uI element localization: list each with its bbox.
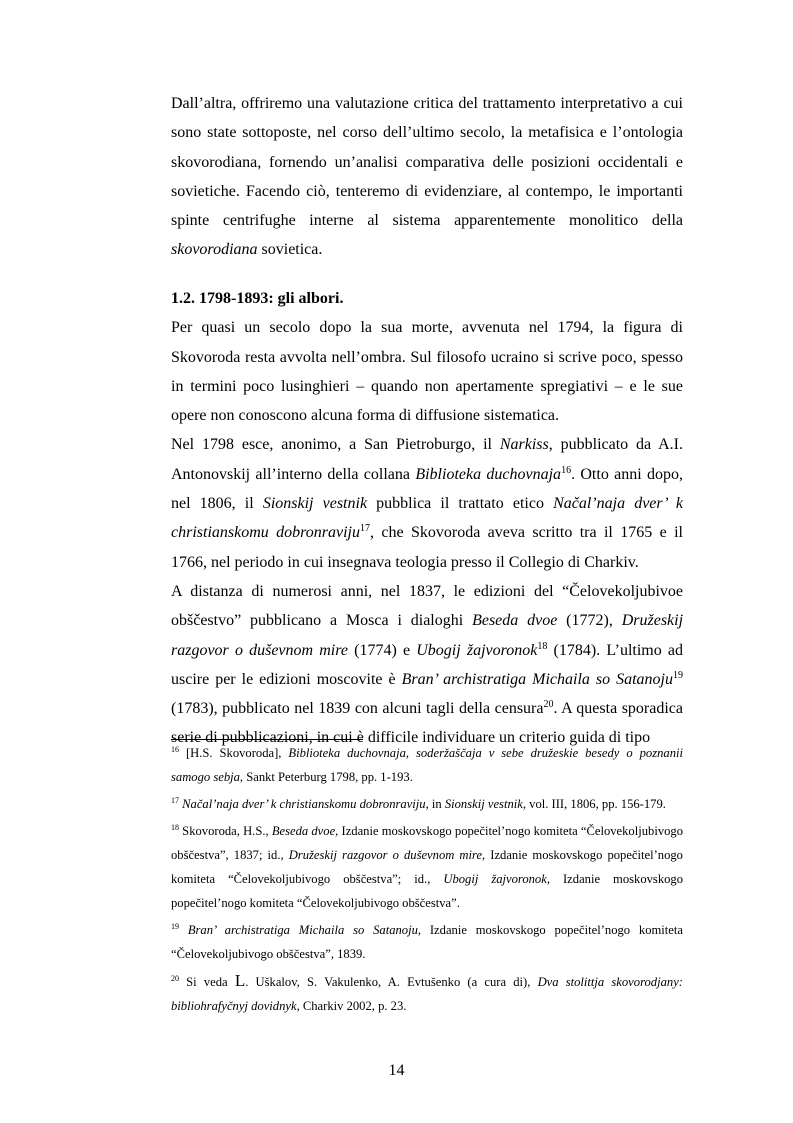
paragraph-1: Per quasi un secolo dopo la sua morte, avvenuta nel 1794, la figura di Skovoroda resta avvolta nell’ombra. Sul filosofo ucraino si scrive poco, spesso in termini poco lusinghieri – quando non apertamente spregiativi – e le sue opere non conoscono alcuna forma di diffusione sistematica. bbox=[171, 319, 683, 425]
footnote-ref-16: 16 bbox=[561, 464, 572, 476]
footnote-20: $^{20}$ Si veda L. Uškalov, S. Vakulenko, A. Evtušenko (a cura di), Dva stolittja skovorodjany: bibliohrafyčnyj dovidnyk, Charkiv 2002, p. 23. bbox=[171, 971, 683, 1013]
paragraph-3: A distanza di numerosi anni, nel 1837, le edizioni del “Čelovekoljubivoe obščestvo” pubblicano a Mosca i dialoghi Beseda dvoe (1772), Družeskij razgovor o duševnom mire (1774) e Ubogij žajvoronok$^{18}$ (1784). L’ultimo ad uscire per le edizioni moscovite è Bran’ archistratiga Michaila so Satanoju$^{19}$ (1783), pubblicato nel 1839 con alcuni tagli della censura$^{20}$. A questa sporadica serie di pubblicazioni, in cui è difficile individuare un criterio guida di tipo bbox=[171, 582, 684, 747]
footnote-ref-20: 20 bbox=[543, 699, 554, 711]
footnote-ref-17: 17 bbox=[360, 523, 371, 535]
footnotes bbox=[171, 741, 683, 1021]
footnote-18: $^{18}$ Skovoroda, H.S., Beseda dvoe, Izdanie moskovskogo popečitel’nogo komiteta “Čelovekoljubivogo obščestva”, 1837; id., Družeskij razgovor o duševnom mire, Izdanie moskovskogo popečitel’nogo komiteta “Čelovekoljubivogo obščestva”; id., Ubogij žajvoronok, Izdanie moskovskogo popečitel’nogo komiteta “Čelovekoljubivogo obščestva”. bbox=[171, 823, 684, 910]
footnote-ref-18: 18 bbox=[537, 640, 548, 652]
main-text bbox=[171, 89, 683, 265]
footnote-ref-19: 19 bbox=[673, 669, 683, 681]
footnote-19: $^{19}$ Bran’ archistratiga Michaila so Satanoju, Izdanie moskovskogo popečitel’nogo komiteta “Čelovekoljubivogo obščestva”, 1839. bbox=[171, 922, 683, 961]
page-number: 14 bbox=[388, 1062, 405, 1079]
footnote-separator bbox=[171, 739, 363, 740]
section-heading: 1.2. 1798-1893: gli albori. bbox=[171, 290, 344, 307]
section-block bbox=[171, 284, 683, 753]
footnote-16: $^{16}$ [H.S. Skovoroda], Biblioteka duchovnaja, soderžaščaja v sebe družeskie besedy o poznanii samogo sebja, Sankt Peterburg 1798, pp. 1-193. bbox=[171, 745, 683, 784]
paragraph-intro: Dall’altra, offriremo una valutazione critica del trattamento interpretativo a cui sono state sottoposte, nel corso dell’ultimo secolo, la metafisica e l’ontologia skovorodiana, fornendo un’analisi comparativa delle posizioni occidentali e sovietiche. Facendo ciò, tenteremo di evidenziare, al contempo, le importanti spinte centrifughe interne al sistema apparentemente monolitico della skovorodiana sovietica. bbox=[171, 95, 683, 259]
paragraph-2: Nel 1798 esce, anonimo, a San Pietroburgo, il Narkiss, pubblicato da A.I. Antonovskij all’interno della collana Biblioteka duchovnaja$^{16}$. Otto anni dopo, nel 1806, il Sionskij vestnik pubblica il trattato etico Načal’naja dver’ k christianskomu dobronraviju$^{17}$, che Skovoroda aveva scritto tra il 1765 e il 1766, nel periodo in cui insegnava teologia presso il Collegio di Charkiv. bbox=[171, 436, 684, 571]
footnote-17: $^{17}$ Načal’naja dver’ k christianskomu dobronraviju, in Sionskij vestnik, vol. III, 1806, pp. 156-179. bbox=[171, 796, 666, 811]
